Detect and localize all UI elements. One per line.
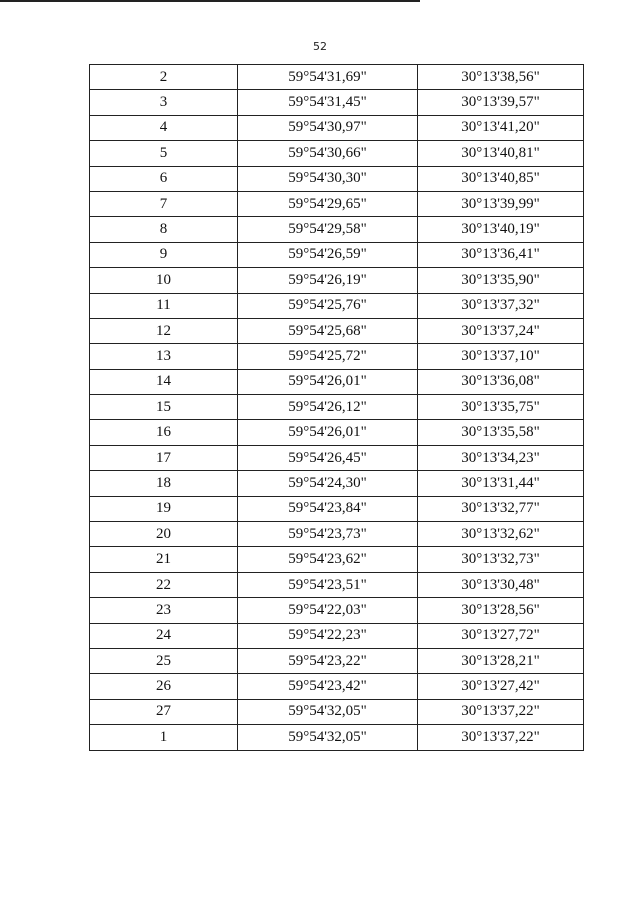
table-row	[90, 90, 584, 115]
longitude-cell: 30°13'36,08"	[418, 369, 584, 394]
latitude-cell: 59°54'26,45"	[238, 445, 418, 470]
point-number-cell: 16	[90, 420, 238, 445]
table-row	[90, 547, 584, 572]
point-number-cell: 13	[90, 344, 238, 369]
point-number-cell: 20	[90, 522, 238, 547]
table-row	[90, 445, 584, 470]
latitude-cell: 59°54'23,73"	[238, 522, 418, 547]
latitude-cell: 59°54'22,23"	[238, 623, 418, 648]
longitude-cell: 30°13'40,81"	[418, 141, 584, 166]
latitude-cell: 59°54'26,01"	[238, 369, 418, 394]
longitude-cell: 30°13'37,22"	[418, 725, 584, 750]
latitude-cell: 59°54'23,51"	[238, 572, 418, 597]
longitude-cell: 30°13'32,77"	[418, 496, 584, 521]
table-row	[90, 674, 584, 699]
table-row	[90, 572, 584, 597]
longitude-cell: 30°13'27,72"	[418, 623, 584, 648]
table-row	[90, 141, 584, 166]
latitude-cell: 59°54'26,01"	[238, 420, 418, 445]
table-row	[90, 344, 584, 369]
latitude-cell: 59°54'30,30"	[238, 166, 418, 191]
table-row	[90, 699, 584, 724]
latitude-cell: 59°54'29,65"	[238, 191, 418, 216]
table-row	[90, 522, 584, 547]
latitude-cell: 59°54'22,03"	[238, 598, 418, 623]
latitude-cell: 59°54'26,12"	[238, 395, 418, 420]
longitude-cell: 30°13'39,99"	[418, 191, 584, 216]
point-number-cell: 15	[90, 395, 238, 420]
longitude-cell: 30°13'41,20"	[418, 115, 584, 140]
point-number-cell: 27	[90, 699, 238, 724]
point-number-cell: 19	[90, 496, 238, 521]
point-number-cell: 24	[90, 623, 238, 648]
latitude-cell: 59°54'23,42"	[238, 674, 418, 699]
latitude-cell: 59°54'25,72"	[238, 344, 418, 369]
longitude-cell: 30°13'39,57"	[418, 90, 584, 115]
point-number-cell: 23	[90, 598, 238, 623]
point-number-cell: 8	[90, 217, 238, 242]
table-row	[90, 115, 584, 140]
latitude-cell: 59°54'31,45"	[238, 90, 418, 115]
table-row	[90, 293, 584, 318]
table-row	[90, 725, 584, 750]
latitude-cell: 59°54'23,62"	[238, 547, 418, 572]
point-number-cell: 12	[90, 318, 238, 343]
top-rule	[0, 0, 420, 2]
longitude-cell: 30°13'35,58"	[418, 420, 584, 445]
table-row	[90, 471, 584, 496]
longitude-cell: 30°13'28,21"	[418, 648, 584, 673]
table-row	[90, 242, 584, 267]
latitude-cell: 59°54'30,66"	[238, 141, 418, 166]
point-number-cell: 10	[90, 268, 238, 293]
point-number-cell: 11	[90, 293, 238, 318]
latitude-cell: 59°54'23,84"	[238, 496, 418, 521]
coordinates-table	[89, 64, 584, 751]
latitude-cell: 59°54'32,05"	[238, 699, 418, 724]
table-row	[90, 598, 584, 623]
table-row	[90, 369, 584, 394]
latitude-cell: 59°54'23,22"	[238, 648, 418, 673]
point-number-cell: 2	[90, 65, 238, 90]
table-row	[90, 395, 584, 420]
latitude-cell: 59°54'29,58"	[238, 217, 418, 242]
table-row	[90, 623, 584, 648]
table-row	[90, 420, 584, 445]
point-number-cell: 1	[90, 725, 238, 750]
point-number-cell: 3	[90, 90, 238, 115]
point-number-cell: 17	[90, 445, 238, 470]
latitude-cell: 59°54'31,69"	[238, 65, 418, 90]
latitude-cell: 59°54'32,05"	[238, 725, 418, 750]
table-row	[90, 65, 584, 90]
longitude-cell: 30°13'36,41"	[418, 242, 584, 267]
longitude-cell: 30°13'37,22"	[418, 699, 584, 724]
latitude-cell: 59°54'30,97"	[238, 115, 418, 140]
point-number-cell: 26	[90, 674, 238, 699]
longitude-cell: 30°13'38,56"	[418, 65, 584, 90]
longitude-cell: 30°13'35,90"	[418, 268, 584, 293]
longitude-cell: 30°13'32,73"	[418, 547, 584, 572]
point-number-cell: 5	[90, 141, 238, 166]
longitude-cell: 30°13'27,42"	[418, 674, 584, 699]
longitude-cell: 30°13'34,23"	[418, 445, 584, 470]
latitude-cell: 59°54'25,68"	[238, 318, 418, 343]
point-number-cell: 9	[90, 242, 238, 267]
point-number-cell: 25	[90, 648, 238, 673]
point-number-cell: 22	[90, 572, 238, 597]
point-number-cell: 18	[90, 471, 238, 496]
longitude-cell: 30°13'37,24"	[418, 318, 584, 343]
latitude-cell: 59°54'26,59"	[238, 242, 418, 267]
longitude-cell: 30°13'35,75"	[418, 395, 584, 420]
latitude-cell: 59°54'26,19"	[238, 268, 418, 293]
page-number: 52	[313, 40, 327, 53]
point-number-cell: 21	[90, 547, 238, 572]
longitude-cell: 30°13'40,19"	[418, 217, 584, 242]
latitude-cell: 59°54'24,30"	[238, 471, 418, 496]
point-number-cell: 4	[90, 115, 238, 140]
point-number-cell: 6	[90, 166, 238, 191]
table-row	[90, 648, 584, 673]
point-number-cell: 7	[90, 191, 238, 216]
point-number-cell: 14	[90, 369, 238, 394]
longitude-cell: 30°13'37,32"	[418, 293, 584, 318]
table-row	[90, 268, 584, 293]
table-row	[90, 217, 584, 242]
latitude-cell: 59°54'25,76"	[238, 293, 418, 318]
longitude-cell: 30°13'31,44"	[418, 471, 584, 496]
longitude-cell: 30°13'28,56"	[418, 598, 584, 623]
longitude-cell: 30°13'32,62"	[418, 522, 584, 547]
longitude-cell: 30°13'40,85"	[418, 166, 584, 191]
coordinates-table-body	[90, 65, 584, 751]
table-row	[90, 318, 584, 343]
table-row	[90, 191, 584, 216]
table-row	[90, 496, 584, 521]
longitude-cell: 30°13'37,10"	[418, 344, 584, 369]
table-row	[90, 166, 584, 191]
longitude-cell: 30°13'30,48"	[418, 572, 584, 597]
